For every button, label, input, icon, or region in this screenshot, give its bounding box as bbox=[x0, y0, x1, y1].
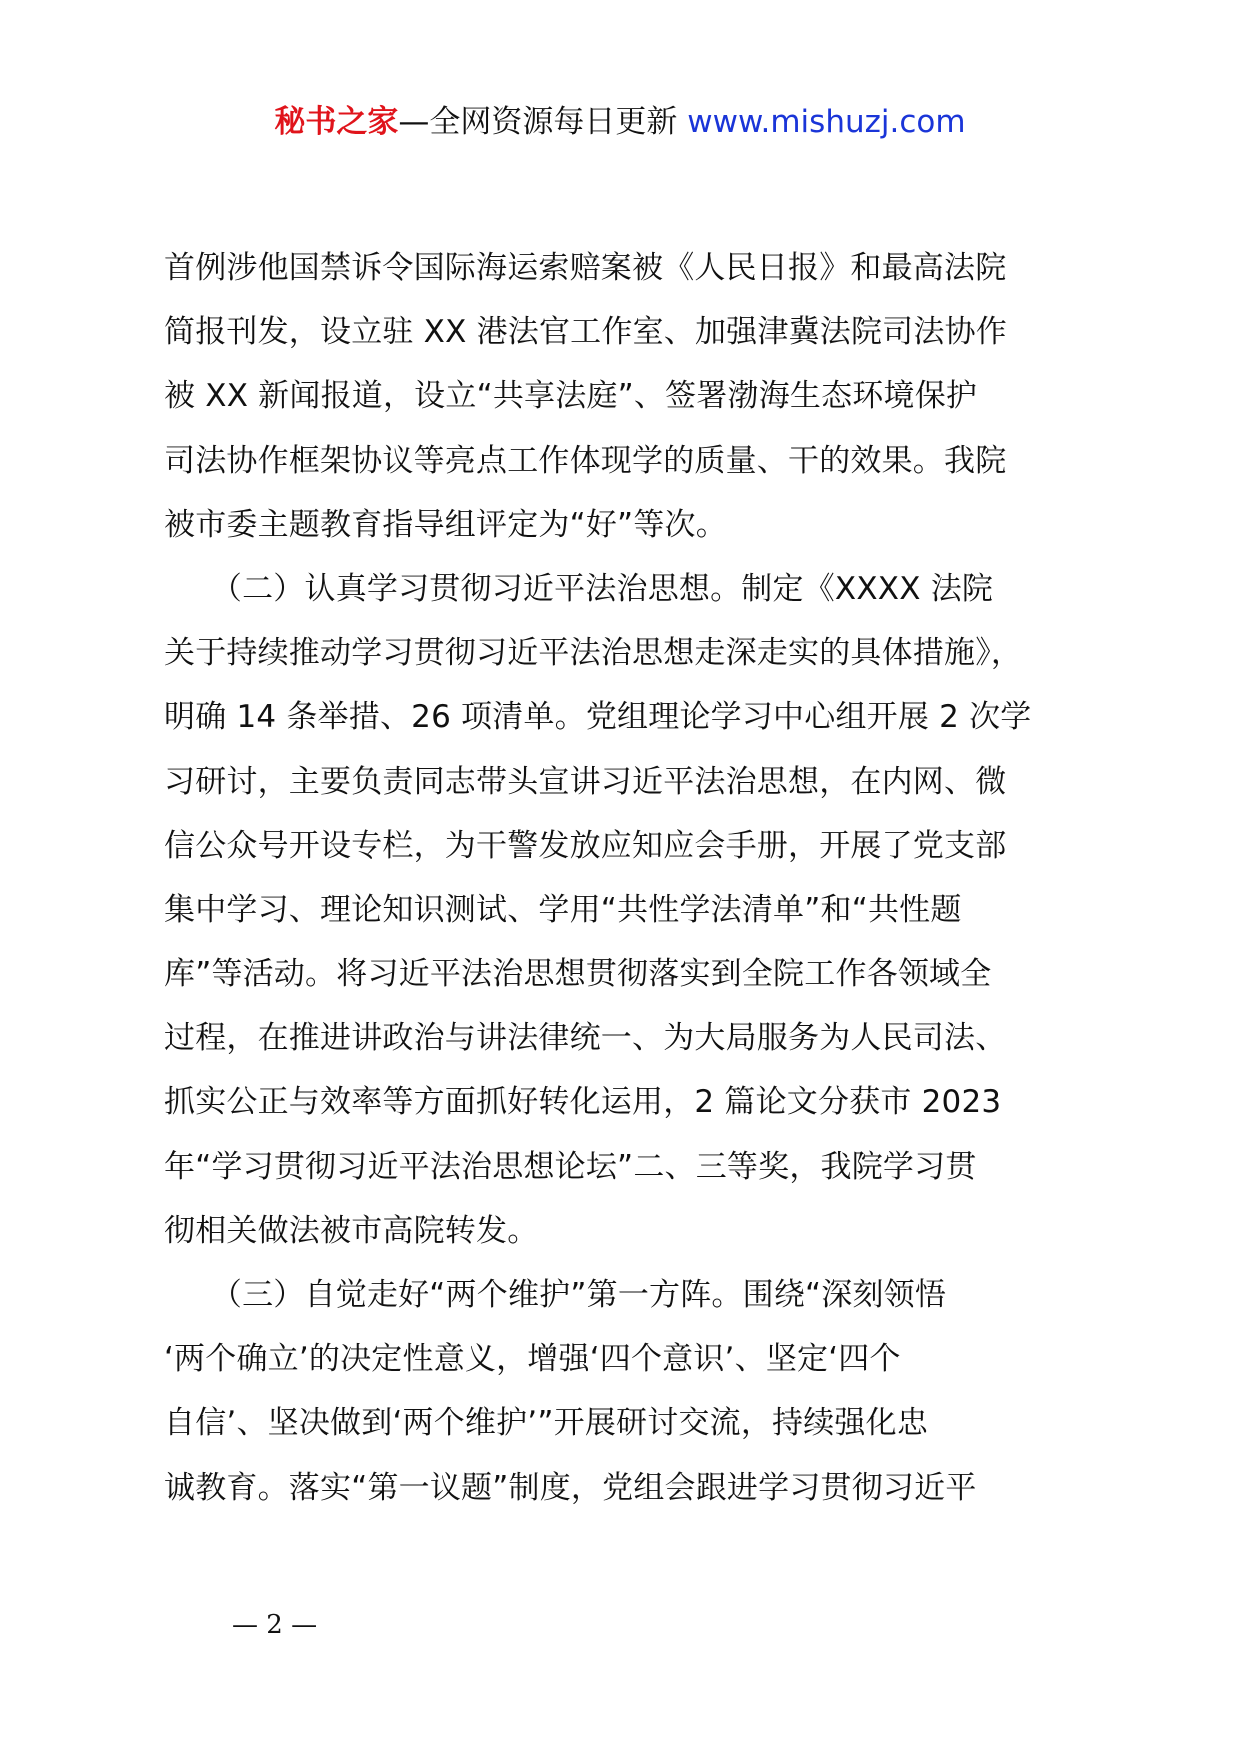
section-heading-line: （三）自觉走好“两个维护”第一方阵。围绕“深刻领悟 bbox=[164, 1277, 947, 1313]
body-line: 首例涉他国禁诉令国际海运索赔案被《人民日报》和最高法院 bbox=[164, 250, 1007, 286]
body-line: 简报刊发，设立驻 XX 港法官工作室、加强津冀法院司法协作 bbox=[164, 314, 1007, 351]
page-number: — 2 — bbox=[232, 1610, 318, 1640]
body-line: 集中学习、理论知识测试、学用“共性学法清单”和“共性题 bbox=[164, 891, 962, 928]
body-line: 抓实公正与效率等方面抓好转化运用，2 篇论文分获市 2023 bbox=[164, 1084, 1002, 1121]
body-line: 自信’、坚决做到‘两个维护’”开展研讨交流，持续强化忠 bbox=[164, 1405, 929, 1442]
site-banner bbox=[0, 102, 1240, 142]
section-heading-line: （二）认真学习贯彻习近平法治思想。制定《XXXX 法院 bbox=[164, 570, 994, 607]
site-url-link[interactable]: www.mishuzj.com bbox=[687, 104, 966, 140]
body-line: 过程，在推进讲政治与讲法律统一、为大局服务为人民司法、 bbox=[164, 1020, 1007, 1057]
document-body bbox=[164, 236, 1094, 1520]
body-line: ‘两个确立’的决定性意义，增强‘四个意识’、坚定‘四个 bbox=[164, 1341, 901, 1378]
body-line: 关于持续推动学习贯彻习近平法治思想走深走实的具体措施》， bbox=[164, 635, 1023, 672]
body-line: 习研讨，主要负责同志带头宣讲习近平法治思想，在内网、微 bbox=[164, 763, 1007, 800]
body-line: 司法协作框架协议等亮点工作体现学的质量、干的效果。我院 bbox=[164, 442, 1007, 479]
body-line: 诚教育。落实“第一议题”制度，党组会跟进学习贯彻习近平 bbox=[164, 1469, 977, 1506]
body-line: 被市委主题教育指导组评定为“好”等次。 bbox=[164, 506, 727, 543]
body-line: 被 XX 新闻报道，设立“共享法庭”、签署渤海生态环境保护 bbox=[164, 378, 978, 415]
body-line: 信公众号开设专栏，为干警发放应知应会手册，开展了党支部 bbox=[164, 827, 1007, 864]
body-line: 年“学习贯彻习近平法治思想论坛”二、三等奖，我院学习贯 bbox=[164, 1148, 977, 1185]
body-line: 彻相关做法被市高院转发。 bbox=[164, 1212, 539, 1249]
brand-name: 秘书之家 bbox=[274, 104, 399, 140]
body-line: 明确 14 条举措、26 项清单。党组理论学习中心组开展 2 次学 bbox=[164, 699, 1032, 736]
banner-tagline: —全网资源每日更新 bbox=[398, 104, 678, 140]
body-line: 库”等活动。将习近平法治思想贯彻落实到全院工作各领域全 bbox=[164, 956, 992, 993]
